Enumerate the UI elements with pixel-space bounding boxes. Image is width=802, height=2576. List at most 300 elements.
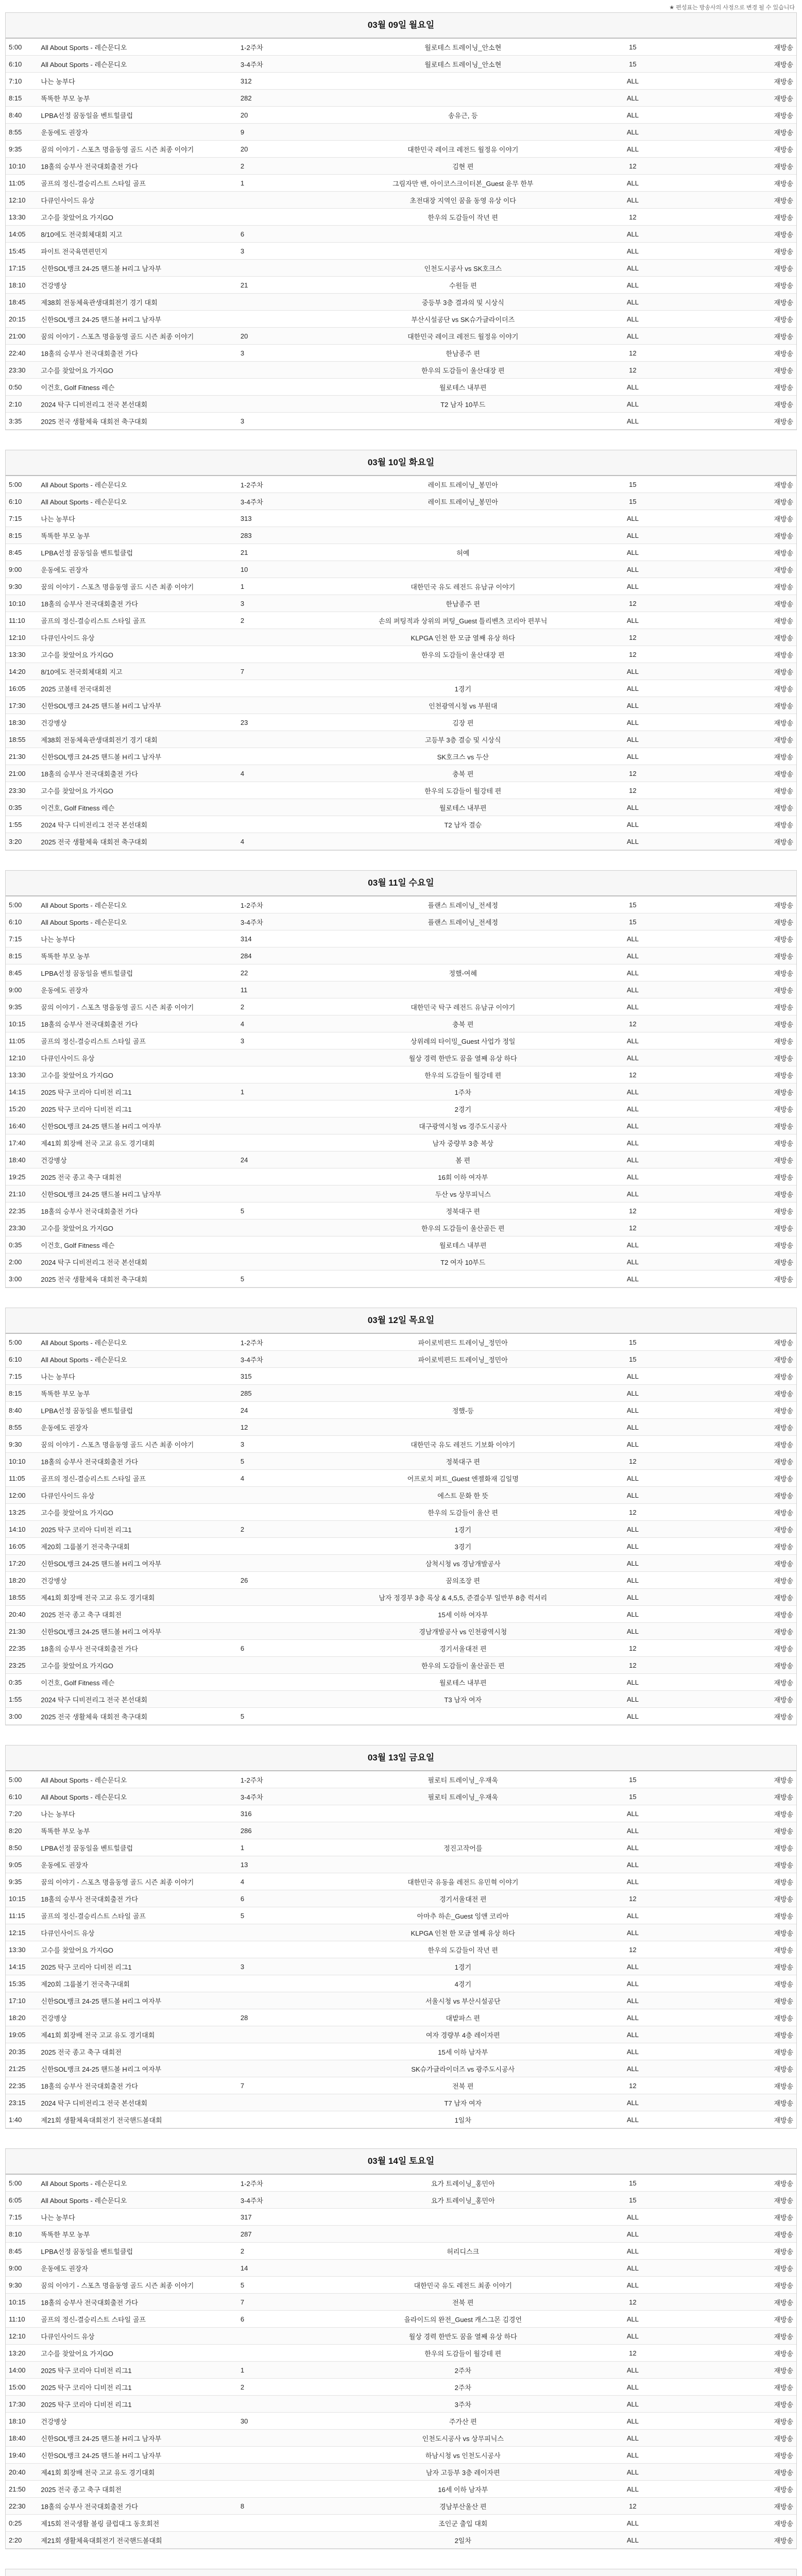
program-title-cell: 고수를 찾았어요 가지GO [38, 2345, 237, 2362]
table-row [6, 1015, 796, 1032]
table-row [6, 578, 796, 595]
airtime-cell: 15:35 [6, 1975, 38, 1992]
broadcast-type-cell: 재방송 [675, 328, 796, 345]
table-row [6, 192, 796, 209]
program-title-cell: 고수를 찾았어요 가지GO [38, 1219, 237, 1236]
description-cell: 월로테스 내부편 [336, 379, 590, 396]
table-row [6, 1100, 796, 1117]
episode-cell [237, 192, 336, 209]
broadcast-type-cell: 재방송 [675, 39, 796, 56]
episode-cell: 6 [237, 226, 336, 243]
episode-cell: 13 [237, 1856, 336, 1873]
broadcast-type-cell: 재방송 [675, 379, 796, 396]
description-cell [336, 1368, 590, 1385]
program-title-cell: All About Sports - 레슨문디오 [38, 2175, 237, 2192]
airtime-cell: 14:15 [6, 1083, 38, 1100]
age-rating-cell: ALL [590, 510, 675, 527]
age-rating-cell: ALL [590, 1958, 675, 1975]
description-cell: SK슈가글라이더즈 vs 광주도시공사 [336, 2060, 590, 2077]
program-title-cell: 신한SOL뱅크 24-25 핸드볼 H리그 남자부 [38, 2447, 237, 2464]
airtime-cell: 16:05 [6, 1538, 38, 1555]
age-rating-cell: ALL [590, 680, 675, 697]
table-row [6, 561, 796, 578]
airtime-cell: 18:30 [6, 714, 38, 731]
episode-cell: 3 [237, 1032, 336, 1049]
episode-cell: 8 [237, 2498, 336, 2515]
description-cell [336, 1822, 590, 1839]
episode-cell: 4 [237, 1015, 336, 1032]
age-rating-cell: ALL [590, 1623, 675, 1640]
program-title-cell: 꿈의 이야기 - 스포츠 명을동영 골드 시즌 최종 이야기 [38, 998, 237, 1015]
age-rating-cell: ALL [590, 379, 675, 396]
program-title-cell: 2025 탁구 코리아 디비전 리그1 [38, 1958, 237, 1975]
episode-cell [237, 1168, 336, 1185]
broadcast-type-cell: 재방송 [675, 2260, 796, 2277]
description-cell: 하남시청 vs 인천도시공사 [336, 2447, 590, 2464]
age-rating-cell: ALL [590, 1185, 675, 1202]
table-row [6, 1589, 796, 1606]
broadcast-type-cell: 재방송 [675, 124, 796, 141]
airtime-cell: 8:15 [6, 527, 38, 544]
description-cell: T7 남자 여자 [336, 2094, 590, 2111]
broadcast-type-cell: 재방송 [675, 1992, 796, 2009]
table-row [6, 629, 796, 646]
episode-cell: 315 [237, 1368, 336, 1385]
episode-cell: 3-4주차 [237, 493, 336, 510]
age-rating-cell: ALL [590, 544, 675, 561]
age-rating-cell: ALL [590, 1674, 675, 1691]
table-row [6, 2413, 796, 2430]
broadcast-type-cell: 재방송 [675, 663, 796, 680]
table-row [6, 981, 796, 998]
episode-cell [237, 1219, 336, 1236]
program-title-cell: 18홀의 승부사 전국대회출전 가다 [38, 1453, 237, 1470]
description-cell: 플랜스 트레이닝_전세정 [336, 913, 590, 930]
airtime-cell: 11:05 [6, 1470, 38, 1487]
airtime-cell: 5:00 [6, 476, 38, 493]
age-rating-cell: ALL [590, 1555, 675, 1572]
broadcast-type-cell: 재방송 [675, 2243, 796, 2260]
table-row [6, 379, 796, 396]
episode-cell [237, 1049, 336, 1066]
episode-cell: 1-2주차 [237, 1771, 336, 1788]
broadcast-type-cell: 재방송 [675, 2094, 796, 2111]
description-cell: 정했-등 [336, 1402, 590, 1419]
description-cell: 3경기 [336, 1538, 590, 1555]
episode-cell [237, 1589, 336, 1606]
program-title-cell: LPBA선정 꿈동일을 벤트힐클럽 [38, 1839, 237, 1856]
program-title-cell: All About Sports - 레슨문디오 [38, 56, 237, 73]
table-row [6, 1521, 796, 1538]
episode-cell [237, 1657, 336, 1674]
airtime-cell: 18:10 [6, 2413, 38, 2430]
broadcast-type-cell: 재방송 [675, 1708, 796, 1725]
airtime-cell: 19:25 [6, 1168, 38, 1185]
program-title-cell: 고수를 찾았어요 가지GO [38, 1657, 237, 1674]
age-rating-cell: ALL [590, 1402, 675, 1419]
age-rating-cell: ALL [590, 1385, 675, 1402]
age-rating-cell: 12 [590, 1890, 675, 1907]
airtime-cell: 5:00 [6, 1771, 38, 1788]
broadcast-type-cell: 재방송 [675, 1015, 796, 1032]
airtime-cell: 8:50 [6, 1839, 38, 1856]
table-row [6, 1185, 796, 1202]
description-cell: 대구광역시청 vs 경주도시공사 [336, 1117, 590, 1134]
airtime-cell: 6:10 [6, 56, 38, 73]
airtime-cell: 1:55 [6, 1691, 38, 1708]
broadcast-type-cell: 재방송 [675, 1907, 796, 1924]
table-row [6, 1924, 796, 1941]
table-row [6, 697, 796, 714]
airtime-cell: 21:25 [6, 2060, 38, 2077]
episode-cell [237, 680, 336, 697]
table-row [6, 1805, 796, 1822]
table-row [6, 277, 796, 294]
table-row [6, 1436, 796, 1453]
description-cell: 봄 편 [336, 1151, 590, 1168]
description-cell [336, 1419, 590, 1436]
episode-cell [237, 379, 336, 396]
age-rating-cell: ALL [590, 141, 675, 158]
table-row [6, 1202, 796, 1219]
age-rating-cell: ALL [590, 2362, 675, 2379]
table-row [6, 2243, 796, 2260]
program-title-cell: 2025 탁구 코리아 디비전 리그1 [38, 1100, 237, 1117]
episode-cell: 282 [237, 90, 336, 107]
age-rating-cell: ALL [590, 2430, 675, 2447]
age-rating-cell: ALL [590, 998, 675, 1015]
age-rating-cell: ALL [590, 2396, 675, 2413]
airtime-cell: 0:50 [6, 379, 38, 396]
broadcast-type-cell: 재방송 [675, 1623, 796, 1640]
age-rating-cell: 12 [590, 158, 675, 175]
airtime-cell: 15:20 [6, 1100, 38, 1117]
airtime-cell: 18:40 [6, 2430, 38, 2447]
description-cell: 대한민국 유동을 레전드 유민혁 이야기 [336, 1873, 590, 1890]
description-cell: 허예 [336, 544, 590, 561]
age-rating-cell: ALL [590, 2515, 675, 2532]
age-rating-cell: 12 [590, 345, 675, 362]
broadcast-type-cell: 재방송 [675, 998, 796, 1015]
episode-cell [237, 748, 336, 765]
description-cell: T2 남자 결승 [336, 816, 590, 833]
program-title-cell: 골프의 정신-결승리스트 스타일 골프 [38, 2311, 237, 2328]
program-title-cell: 신한SOL뱅크 24-25 핸드볼 H리그 남자부 [38, 311, 237, 328]
episode-cell: 286 [237, 1822, 336, 1839]
age-rating-cell: ALL [590, 2379, 675, 2396]
airtime-cell: 13:30 [6, 646, 38, 663]
broadcast-type-cell: 재방송 [675, 2311, 796, 2328]
program-title-cell: 다큐인사이드 유상 [38, 629, 237, 646]
table-row [6, 1487, 796, 1504]
broadcast-type-cell: 재방송 [675, 913, 796, 930]
episode-cell: 23 [237, 714, 336, 731]
table-row [6, 748, 796, 765]
program-title-cell: 꿈의 이야기 - 스포츠 명을동영 골드 시즌 최종 이야기 [38, 2277, 237, 2294]
description-cell [336, 90, 590, 107]
age-rating-cell: ALL [590, 816, 675, 833]
airtime-cell: 17:15 [6, 260, 38, 277]
description-cell: 월로테스 내부편 [336, 1236, 590, 1253]
episode-cell: 20 [237, 328, 336, 345]
program-title-cell: 2025 탁구 코리아 디비전 리그1 [38, 2362, 237, 2379]
episode-cell [237, 1992, 336, 2009]
description-cell: 한우의 도감들이 월강테 편 [336, 2345, 590, 2362]
broadcast-type-cell: 재방송 [675, 930, 796, 947]
program-title-cell: 나는 농부다 [38, 2209, 237, 2226]
table-row [6, 1992, 796, 2009]
episode-cell [237, 1117, 336, 1134]
table-row [6, 2060, 796, 2077]
episode-cell [237, 2481, 336, 2498]
description-cell: 송유근, 등 [336, 107, 590, 124]
table-row [6, 158, 796, 175]
table-row [6, 476, 796, 493]
episode-cell: 2 [237, 612, 336, 629]
broadcast-type-cell: 재방송 [675, 345, 796, 362]
episode-cell: 5 [237, 1907, 336, 1924]
table-row [6, 680, 796, 697]
episode-cell: 283 [237, 527, 336, 544]
airtime-cell: 22:35 [6, 1640, 38, 1657]
broadcast-type-cell: 재방송 [675, 1185, 796, 1202]
program-title-cell: 이건호, Golf Fitness 레슨 [38, 379, 237, 396]
description-cell: 2주차 [336, 2362, 590, 2379]
table-row [6, 2311, 796, 2328]
age-rating-cell: ALL [590, 1168, 675, 1185]
program-title-cell: 2025 전국 생활체육 대회전 축구대회 [38, 413, 237, 430]
episode-cell [237, 396, 336, 413]
airtime-cell: 17:10 [6, 1992, 38, 2009]
broadcast-type-cell: 재방송 [675, 1606, 796, 1623]
broadcast-type-cell: 재방송 [675, 2396, 796, 2413]
description-cell: 남자 고등부 3층 레이자편 [336, 2464, 590, 2481]
table-row [6, 1708, 796, 1725]
airtime-cell: 0:35 [6, 799, 38, 816]
table-row [6, 1270, 796, 1287]
episode-cell [237, 1924, 336, 1941]
description-cell: 어프로치 퍼트_Guest 엔젤화재 김일명 [336, 1470, 590, 1487]
schedule-table [6, 39, 796, 430]
program-title-cell: All About Sports - 레슨문디오 [38, 476, 237, 493]
episode-cell: 314 [237, 930, 336, 947]
description-cell: 전북 편 [336, 2294, 590, 2311]
episode-cell [237, 2396, 336, 2413]
airtime-cell: 18:20 [6, 1572, 38, 1589]
program-title-cell: 제41회 회장배 전국 고교 유도 경기대회 [38, 1589, 237, 1606]
description-cell: 월상 경력 한반도 꿈을 열째 유상 하다 [336, 1049, 590, 1066]
age-rating-cell: ALL [590, 2209, 675, 2226]
description-cell: 15세 이하 남자부 [336, 2043, 590, 2060]
table-row [6, 964, 796, 981]
table-row [6, 226, 796, 243]
description-cell: 대한민국 유도 레전드 유남규 이야기 [336, 578, 590, 595]
age-rating-cell: 12 [590, 646, 675, 663]
description-cell: 한남종주 편 [336, 345, 590, 362]
description-cell: 파이로빅편드 트레이닝_정민아 [336, 1351, 590, 1368]
program-title-cell: 나는 농부다 [38, 1368, 237, 1385]
airtime-cell: 22:35 [6, 2077, 38, 2094]
table-row [6, 2464, 796, 2481]
age-rating-cell: ALL [590, 1151, 675, 1168]
episode-cell: 2 [237, 2379, 336, 2396]
table-row [6, 1674, 796, 1691]
age-rating-cell: 15 [590, 39, 675, 56]
age-rating-cell: ALL [590, 107, 675, 124]
table-row [6, 1839, 796, 1856]
day-schedule [5, 1745, 797, 2129]
program-title-cell: 다큐인사이드 유상 [38, 192, 237, 209]
table-row [6, 646, 796, 663]
description-cell: 요가 트레이닝_홍민아 [336, 2192, 590, 2209]
age-rating-cell: ALL [590, 1100, 675, 1117]
airtime-cell: 11:15 [6, 1907, 38, 1924]
table-row [6, 595, 796, 612]
description-cell: 한우의 도감들이 울산대장 편 [336, 646, 590, 663]
broadcast-type-cell: 재방송 [675, 226, 796, 243]
broadcast-type-cell: 재방송 [675, 2009, 796, 2026]
airtime-cell: 12:10 [6, 629, 38, 646]
description-cell: 경남개발공사 vs 인천광역시청 [336, 1623, 590, 1640]
table-row [6, 362, 796, 379]
table-row [6, 90, 796, 107]
program-title-cell: All About Sports - 레슨문디오 [38, 39, 237, 56]
table-row [6, 1470, 796, 1487]
program-title-cell: 운동에도 권장자 [38, 1419, 237, 1436]
table-row [6, 1066, 796, 1083]
episode-cell: 1-2주차 [237, 2175, 336, 2192]
program-title-cell: 신한SOL뱅크 24-25 핸드볼 H리그 남자부 [38, 1185, 237, 1202]
description-cell: 한우의 도감들이 울산 편 [336, 1504, 590, 1521]
broadcast-type-cell: 재방송 [675, 1504, 796, 1521]
age-rating-cell: 12 [590, 1657, 675, 1674]
description-cell: 1경기 [336, 680, 590, 697]
episode-cell [237, 1253, 336, 1270]
airtime-cell: 13:20 [6, 2345, 38, 2362]
broadcast-type-cell: 재방송 [675, 1049, 796, 1066]
program-title-cell: 제20회 그룹볼기 전국축구대회 [38, 1538, 237, 1555]
episode-cell [237, 646, 336, 663]
program-title-cell: 18홀의 승부사 전국대회출전 가다 [38, 1202, 237, 1219]
table-row [6, 1385, 796, 1402]
table-row [6, 311, 796, 328]
description-cell: 필로티 트레이닝_우재욱 [336, 1788, 590, 1805]
episode-cell [237, 1487, 336, 1504]
age-rating-cell: ALL [590, 1873, 675, 1890]
table-row [6, 1958, 796, 1975]
broadcast-type-cell: 재방송 [675, 782, 796, 799]
airtime-cell: 12:00 [6, 1487, 38, 1504]
broadcast-type-cell: 재방송 [675, 1117, 796, 1134]
age-rating-cell: ALL [590, 1049, 675, 1066]
table-row [6, 1555, 796, 1572]
airtime-cell: 23:25 [6, 1657, 38, 1674]
program-title-cell: 나는 농부다 [38, 930, 237, 947]
airtime-cell: 10:15 [6, 1890, 38, 1907]
episode-cell: 6 [237, 1890, 336, 1907]
broadcast-type-cell: 재방송 [675, 476, 796, 493]
broadcast-type-cell: 재방송 [675, 107, 796, 124]
airtime-cell: 2:20 [6, 2532, 38, 2549]
schedule-table [6, 1771, 796, 2128]
program-title-cell: 나는 농부다 [38, 1805, 237, 1822]
age-rating-cell: 12 [590, 595, 675, 612]
episode-cell [237, 816, 336, 833]
age-rating-cell: 12 [590, 782, 675, 799]
episode-cell [237, 2532, 336, 2549]
description-cell: 경기서울대전 편 [336, 1640, 590, 1657]
description-cell: 월로테스 내부편 [336, 1674, 590, 1691]
description-cell: 월상 경력 한반도 꿈을 열째 유상 하다 [336, 2328, 590, 2345]
episode-cell: 1 [237, 2362, 336, 2379]
day-schedule [5, 2569, 797, 2576]
age-rating-cell: ALL [590, 663, 675, 680]
program-title-cell: 신한SOL뱅크 24-25 핸드볼 H리그 여자부 [38, 1555, 237, 1572]
description-cell: 인천도시공사 vs SK호크스 [336, 260, 590, 277]
table-row [6, 930, 796, 947]
age-rating-cell: ALL [590, 2260, 675, 2277]
airtime-cell: 16:05 [6, 680, 38, 697]
age-rating-cell: 12 [590, 362, 675, 379]
episode-cell: 6 [237, 2311, 336, 2328]
description-cell: 대한민국 유도 레전드 기보화 이야기 [336, 1436, 590, 1453]
broadcast-type-cell: 재방송 [675, 510, 796, 527]
age-rating-cell: ALL [590, 1805, 675, 1822]
episode-cell: 6 [237, 1640, 336, 1657]
age-rating-cell: 12 [590, 1640, 675, 1657]
airtime-cell: 21:00 [6, 765, 38, 782]
broadcast-type-cell: 재방송 [675, 1100, 796, 1117]
age-rating-cell: 15 [590, 2192, 675, 2209]
airtime-cell: 8:45 [6, 544, 38, 561]
broadcast-type-cell: 재방송 [675, 1385, 796, 1402]
age-rating-cell: ALL [590, 1117, 675, 1134]
episode-cell: 3 [237, 595, 336, 612]
episode-cell: 3-4주차 [237, 1351, 336, 1368]
episode-cell [237, 2043, 336, 2060]
description-cell: 아마추 하손_Guest 잉앤 코리아 [336, 1907, 590, 1924]
airtime-cell: 17:30 [6, 697, 38, 714]
airtime-cell: 18:55 [6, 731, 38, 748]
table-row [6, 510, 796, 527]
broadcast-type-cell: 재방송 [675, 396, 796, 413]
table-row [6, 2498, 796, 2515]
description-cell: 정했-여혜 [336, 964, 590, 981]
table-row [6, 2277, 796, 2294]
description-cell: 경남부산울산 편 [336, 2498, 590, 2515]
description-cell: T3 남자 여자 [336, 1691, 590, 1708]
age-rating-cell: 15 [590, 1788, 675, 1805]
episode-cell: 3-4주차 [237, 2192, 336, 2209]
episode-cell: 2 [237, 2243, 336, 2260]
episode-cell [237, 782, 336, 799]
table-row [6, 1788, 796, 1805]
day-schedule [5, 870, 797, 1288]
program-title-cell: 꿈의 이야기 - 스포츠 명을동영 골드 시즌 최종 이야기 [38, 328, 237, 345]
airtime-cell: 9:00 [6, 981, 38, 998]
program-title-cell: 제21회 생활체육대회전기 전국핸드볼대회 [38, 2532, 237, 2549]
program-title-cell: 신한SOL뱅크 24-25 핸드볼 H리그 여자부 [38, 1992, 237, 2009]
episode-cell: 3 [237, 413, 336, 430]
description-cell: 부산시설공단 vs SK슈가글라이더즈 [336, 311, 590, 328]
age-rating-cell: ALL [590, 2094, 675, 2111]
episode-cell: 316 [237, 1805, 336, 1822]
airtime-cell: 8:45 [6, 964, 38, 981]
airtime-cell: 3:00 [6, 1708, 38, 1725]
description-cell [336, 1708, 590, 1725]
program-title-cell: LPBA선정 꿈동일을 벤트힐클럽 [38, 964, 237, 981]
table-row [6, 209, 796, 226]
